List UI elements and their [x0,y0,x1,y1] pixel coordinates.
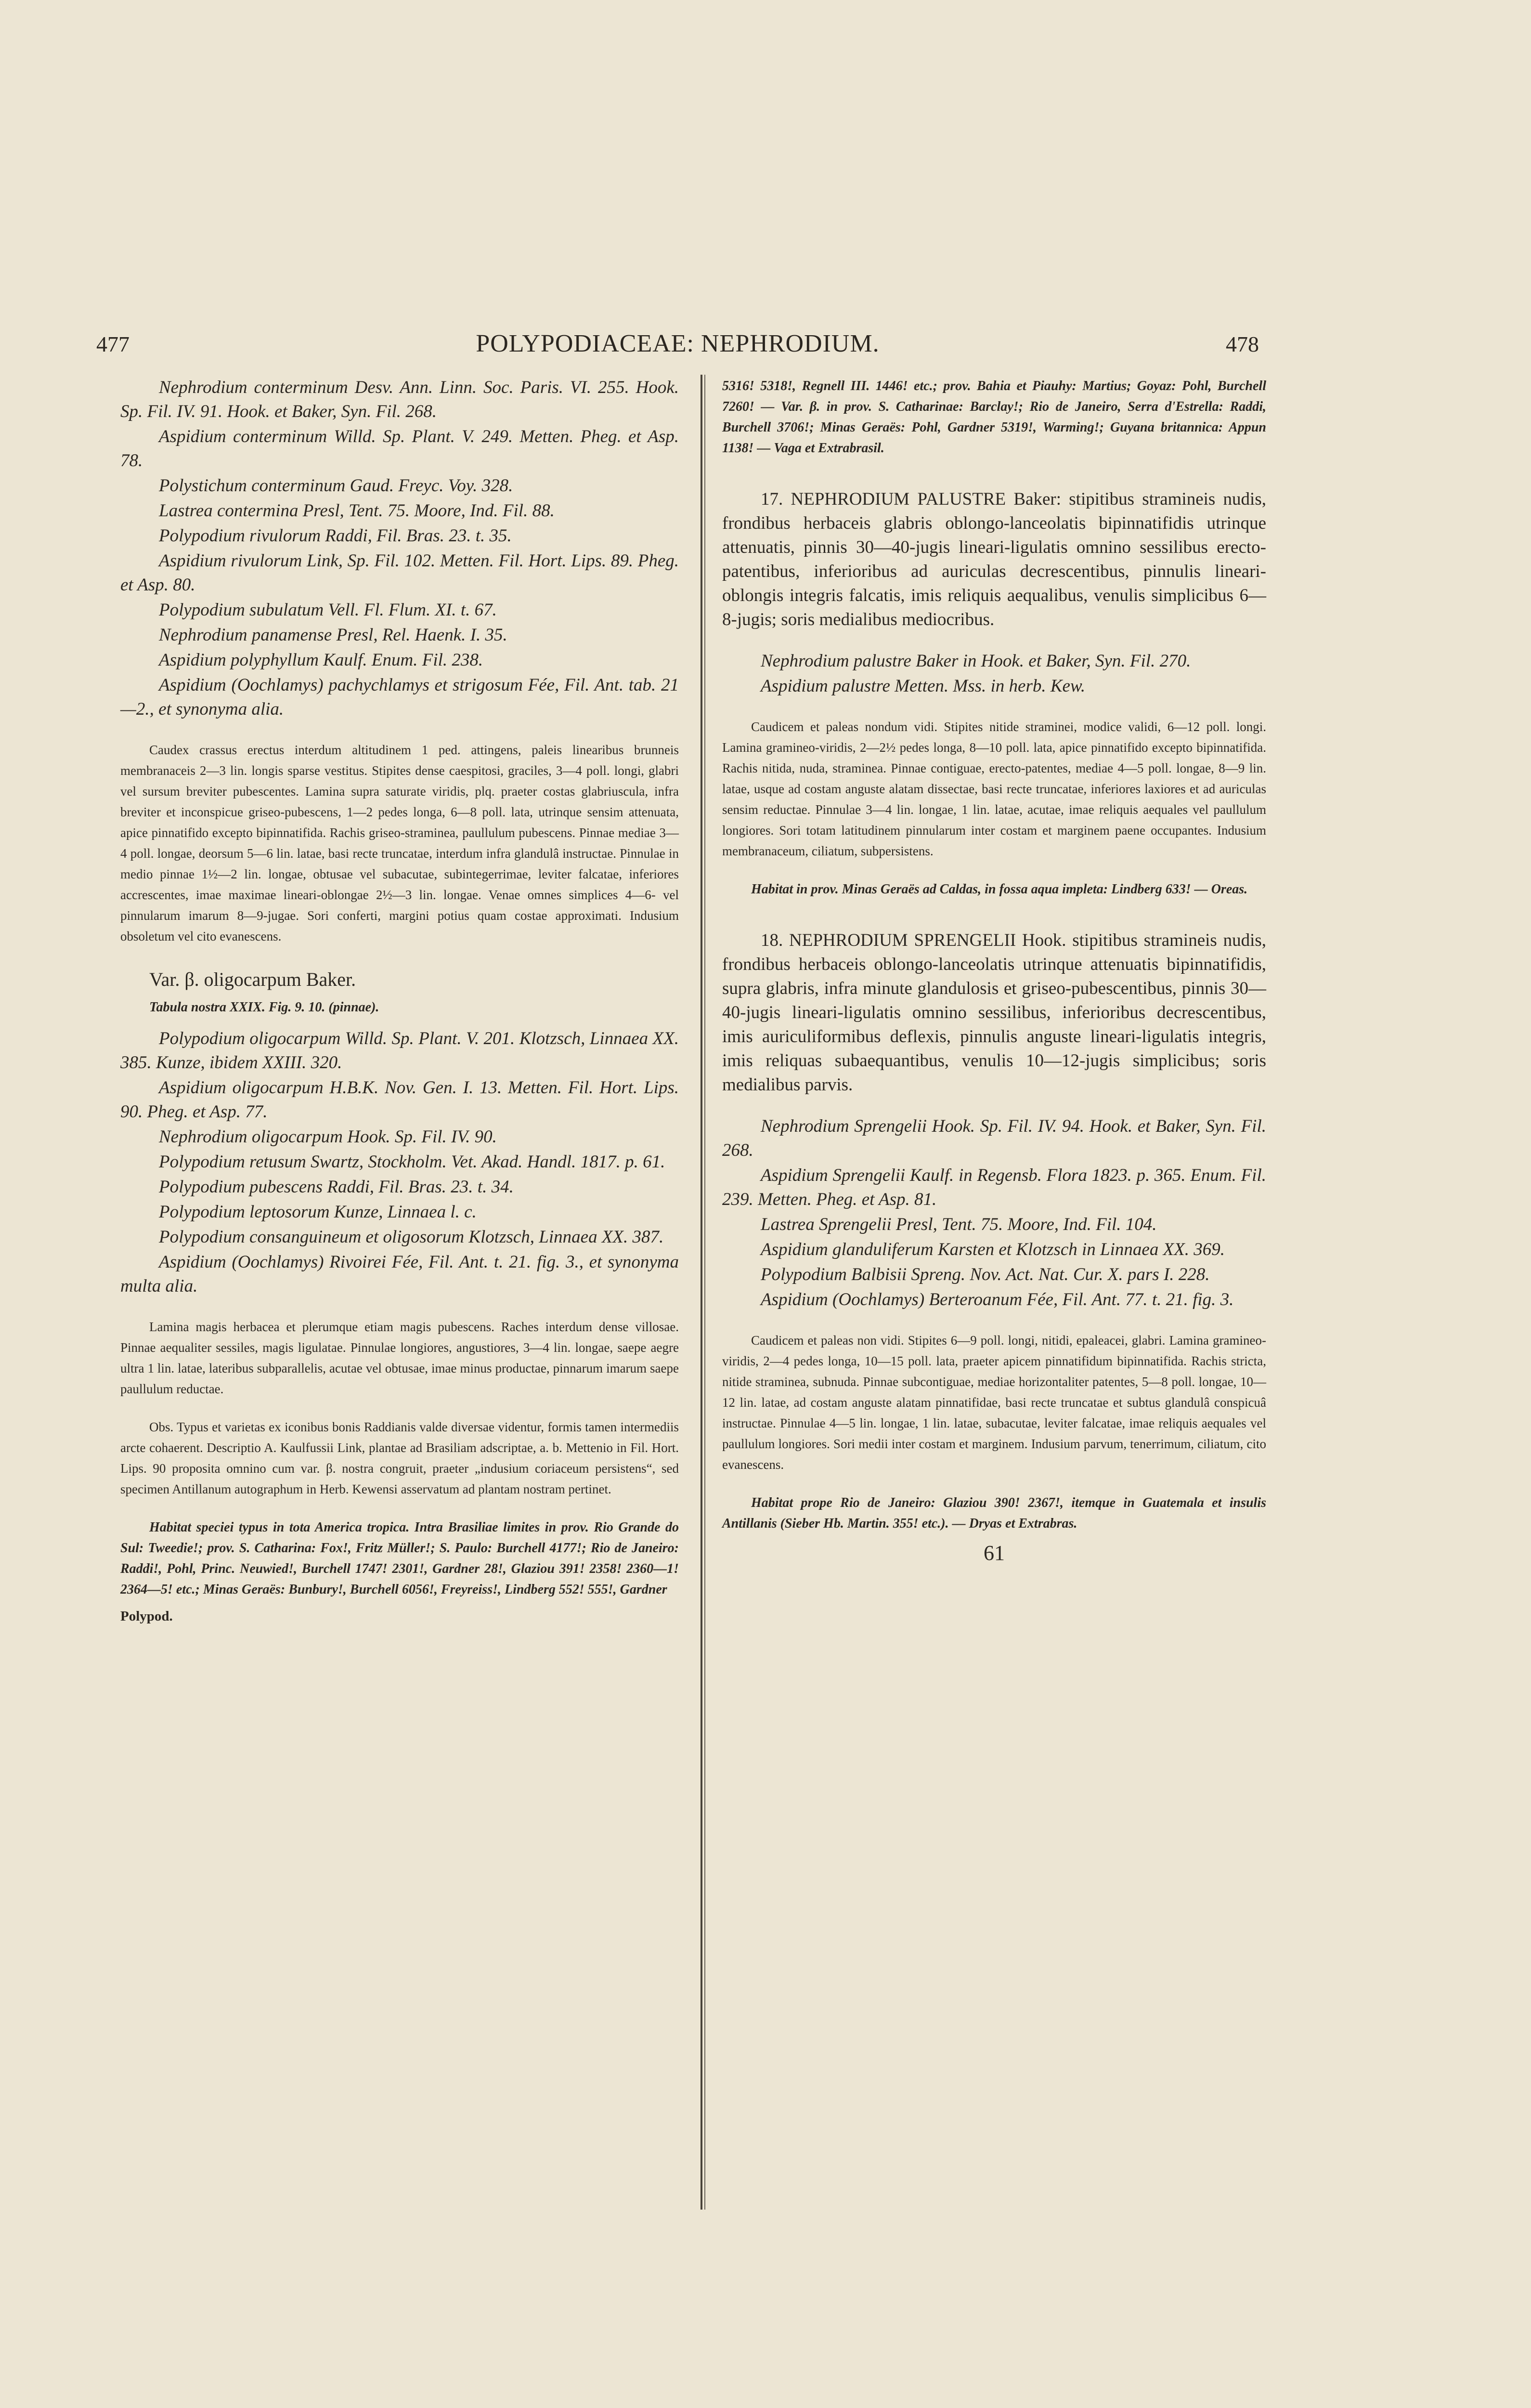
variety-synonym: Polypodium retusum Swartz, Stockholm. Vet. Akad. Handl. 1817. p. 61. [159,1152,665,1172]
species-18-synonym: Aspidium glanduliferum Karsten et Klotzsch in Linnaea XX. 369. [761,1240,1225,1259]
synonym: Nephrodium panamense Presl, Rel. Haenk. I. 35. [159,625,507,645]
right-column [722,376,1266,1565]
synonym: Nephrodium conterminum Desv. Ann. Linn. Soc. Paris. VI. 255. Hook. Sp. Fil. IV. 91. Hook. et Baker, Syn. Fil. 268. [120,378,679,421]
page-header [96,329,1259,363]
species-18-synonym: Polypodium Balbisii Spreng. Nov. Act. Nat. Cur. X. pars I. 228. [761,1265,1210,1284]
variety-synonym: Aspidium oligocarpum H.B.K. Nov. Gen. I. 13. Metten. Fil. Hort. Lips. 90. Pheg. et Asp. 77. [120,1078,679,1122]
species-17-synonym: Aspidium palustre Metten. Mss. in herb. Kew. [761,676,1086,696]
synonym: Aspidium conterminum Willd. Sp. Plant. V. 249. Metten. Pheg. et Asp. 78. [120,427,679,471]
description: Caudex crassus erectus interdum altitudinem 1 ped. attingens, paleis linearibus brunneis membranaceis 2—3 lin. longis sparse vestitus. Stipites dense caespitosi, graciles, 3—4 poll. longi, glabri vel sursum breviter pubescentes. Lamina supra saturate viridis, plq. praeter costas glabriuscula, infra breviter et inconspicue griseo-pubescens, 1—2 pedes longa, 6—8 poll. lata, utrinque sensim attenuata, apice pinnatifido excepto bipinnatifida. Rachis griseo-straminea, paullulum pubescens. Pinnae mediae 3—4 poll. longae, deorsum 5—6 lin. latae, basi recte truncatae, interdum infra glandulâ instructae. Pinnulae in medio pinnae 1½—2 lin. longae, obtusae vel subacutae, subintegerrimae, leviter falcatae, inferiores accrescentes, imae maximae lineari-oblongae 2½—3 lin. longae. Venae omnes simplices 4—6- vel pinnularum imarum 8—9-jugae. Sori conferti, margini potius quam costae approximati. Indusium obsoletum vel cito evanescens. [120,743,679,943]
species-17-diagnosis: 17. NEPHRODIUM PALUSTRE Baker: stipitibus stramineis nudis, frondibus herbaceis glabris oblongo-lanceolatis bipinnatifidis utrinque attenuatis, pinnis 30—40-jugis lineari-ligulatis omnino sessilibus erecto-patentibus, inferioribus ad auriculas decrescentibus, pinnulis lineari-oblongis integris falcatis, imis reliquis aequalibus, venulis simplicibus 6—8-jugis; soris medialibus mediocribus. [722,489,1266,629]
synonym: Polypodium subulatum Vell. Fl. Flum. XI. t. 67. [159,600,497,620]
variety-title: Var. β. oligocarpum Baker. [149,968,356,990]
variety-synonym: Polypodium leptosorum Kunze, Linnaea l. c. [159,1202,477,1222]
habitat-continued: 5316! 5318!, Regnell III. 1446! etc.; prov. Bahia et Piauhy: Martius; Goyaz: Pohl, Burchell 7260! — Var. β. in prov. S. Catharinae: Barclay!; Rio de Janeiro, Serra d'Estrella: Raddi, Burchell 3706!; Minas Geraës: Pohl, Gardner 5319!, Warming!; Guyana britannica: Appun 1138! — Vaga et Extrabrasil. [722,379,1266,456]
left-column [120,376,679,1624]
left-page-number: 477 [96,332,130,356]
plate-reference: Tabula nostra XXIX. Fig. 9. 10. (pinnae). [149,1000,379,1015]
variety-synonym: Polypodium pubescens Raddi, Fil. Bras. 23. t. 34. [159,1177,514,1197]
species-17-habitat: Habitat in prov. Minas Geraës ad Caldas, in fossa aqua impleta: Lindberg 633! — Oreas. [751,882,1248,897]
species-18-synonym: Aspidium Sprengelii Kaulf. in Regensb. Flora 1823. p. 365. Enum. Fil. 239. Metten. Pheg. et Asp. 81. [722,1165,1266,1209]
species-17-description: Caudicem et paleas nondum vidi. Stipites nitide straminei, modice validi, 6—12 poll. longi. Lamina gramineo-viridis, 2—2½ pedes longa, 8—10 poll. lata, apice pinnatifido excepto bipinnatifida. Rachis nitida, nuda, straminea. Pinnae contiguae, erecto-patentes, mediae 4—5 poll. longae, 8—9 lin. latae, usque ad costam anguste alatam dissectae, basi recte truncatae, inferiores laxiores et ad auriculas sensim reductae. Pinnulae 3—4 lin. longae, 1 lin. latae, acutae, imae reliquis aequales vel paullulum longiores. Sori totam latitudinem pinnularum inter costam et marginem paene occupantes. Indusium membranaceum, ciliatum, subpersistens. [722,720,1266,858]
variety-synonym: Nephrodium oligocarpum Hook. Sp. Fil. IV. 90. [159,1127,497,1147]
column-rule [701,375,702,2210]
species-18-synonym: Lastrea Sprengelii Presl, Tent. 75. Moore, Ind. Fil. 104. [761,1215,1157,1234]
variety-description: Lamina magis herbacea et plerumque etiam magis pubescens. Raches interdum dense villosae. Pinnae aequaliter sessiles, magis ligulatae. Pinnulae longiores, angustiores, 3—4 lin. longae, saepe aegre ultra 1 lin. latae, lateribus subparallelis, acutae vel obtusae, imae minus productae, pinnarum imarum saepe paullulum reductae. [120,1320,679,1396]
species-18-synonym: Nephrodium Sprengelii Hook. Sp. Fil. IV. 94. Hook. et Baker, Syn. Fil. 268. [722,1116,1266,1160]
species-18-synonym: Aspidium (Oochlamys) Berteroanum Fée, Fil. Ant. 77. t. 21. fig. 3. [761,1290,1234,1309]
species-17-synonym: Nephrodium palustre Baker in Hook. et Baker, Syn. Fil. 270. [761,651,1191,671]
sheet-number: 61 [984,1541,1005,1565]
variety-synonym: Aspidium (Oochlamys) Rivoirei Fée, Fil. Ant. t. 21. fig. 3., et synonyma multa alia. [120,1252,679,1296]
column-rule-inner [704,375,705,2210]
species-18-description: Caudicem et paleas non vidi. Stipites 6—9 poll. longi, nitidi, epaleacei, glabri. Lamina gramineo-viridis, 2—4 pedes longa, 10—15 poll. lata, praeter apicem pinnatifidum bipinnatifida. Rachis stricta, nitide straminea, subnuda. Pinnae subcontiguae, mediae horizontaliter patentes, 5—8 poll. longae, 10—12 lin. latae, ad costam anguste alatam pinnatifidae, basi recte truncatae et subtus glandulâ conspicuâ instructae. Pinnulae 4—5 lin. longae, 1 lin. latae, subacutae, leviter falcatae, imae reliquis aequales vel paullulum longiores. Sori medii inter costam et marginem. Indusium parvum, tenerrimum, ciliatum, cito evanescens. [722,1333,1266,1472]
synonym: Polystichum conterminum Gaud. Freyc. Voy. 328. [159,476,513,496]
signature-mark: Polypod. [120,1609,173,1624]
right-page-number: 478 [1226,332,1259,356]
variety-synonym: Polypodium oligocarpum Willd. Sp. Plant. V. 201. Klotzsch, Linnaea XX. 385. Kunze, ibidem XXIII. 320. [120,1029,679,1073]
synonym: Aspidium rivulorum Link, Sp. Fil. 102. Metten. Fil. Hort. Lips. 89. Pheg. et Asp. 80. [120,551,679,595]
species-18-habitat: Habitat prope Rio de Janeiro: Glaziou 390! 2367!, itemque in Guatemala et insulis Antillanis (Sieber Hb. Martin. 355! etc.). — Dryas et Extrabras. [722,1495,1266,1531]
synonym: Aspidium polyphyllum Kaulf. Enum. Fil. 238. [159,650,483,670]
running-title: POLYPODIACEAE: NEPHRODIUM. [476,330,880,357]
synonym: Aspidium (Oochlamys) pachychlamys et strigosum Fée, Fil. Ant. tab. 21—2., et synonyma alia. [120,675,679,719]
synonym: Lastrea contermina Presl, Tent. 75. Moore, Ind. Fil. 88. [159,501,555,521]
variety-synonym: Polypodium consanguineum et oligosorum Klotzsch, Linnaea XX. 387. [159,1227,664,1247]
habitat: Habitat speciei typus in tota America tropica. Intra Brasiliae limites in prov. Rio Grande do Sul: Tweedie!; prov. S. Catharina: Fox!, Fritz Müller!; S. Paulo: Burchell 4177!; Rio de Janeiro: Raddi!, Pohl, Princ. Neuwied!, Burchell 1747! 2301!, Gardner 28!, Glaziou 391! 2358! 2360—1! 2364—5! etc.; Minas Geraës: Bunbury!, Burchell 6056!, Freyreiss!, Lindberg 552! 555!, Gardner [120,1520,679,1597]
species-18-diagnosis: 18. NEPHRODIUM SPRENGELII Hook. stipitibus stramineis nudis, frondibus herbaceis oblongo-lanceolatis utrinque attenuatis bipinnatifidis, supra glabris, infra minute glandulosis et griseo-pubescentibus, pinnis 30—40-jugis lineari-ligulatis omnino sessilibus, inferioribus decrescentibus, imis auriculiformibus deflexis, pinnulis anguste lineari-ligulatis integris, imis reliquas subaequantibus, venulis 10—12-jugis simplicibus; soris medialibus parvis. [722,930,1266,1095]
synonym: Polypodium rivulorum Raddi, Fil. Bras. 23. t. 35. [159,526,512,546]
observation: Obs. Typus et varietas ex iconibus bonis Raddianis valde diversae videntur, formis tamen intermediis arcte cohaerent. Descriptio A. Kaulfussii Link, plantae ad Brasiliam adscriptae, a. b. Mettenio in Fil. Hort. Lips. 90 proposita omnino cum var. β. nostra congruit, praeter „indusium coriaceum persistens“, sed specimen Antillanum autographum in Herb. Kewensi asservatum ad plantam nostram pertinet. [120,1420,679,1496]
